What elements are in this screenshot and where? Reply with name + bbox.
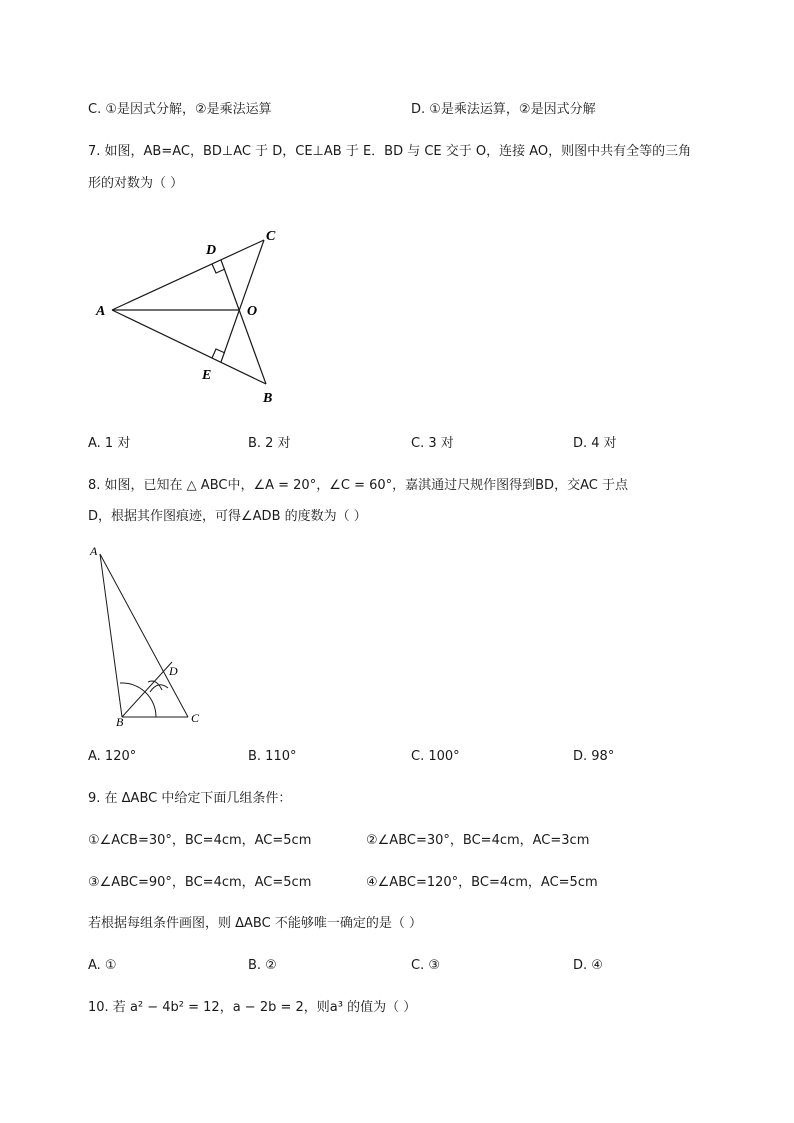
q9-ask: 若根据每组条件画图，则 ΔABC 不能够唯一确定的是（ ）: [88, 916, 422, 931]
q8-option-d[interactable]: D. 98°: [573, 749, 615, 764]
q6-option-c: C. ①是因式分解，②是乘法运算: [88, 102, 272, 117]
segment-ce: [221, 240, 264, 362]
q9-condition-3: ③∠ABC=90°，BC=4cm，AC=5cm: [88, 875, 312, 890]
label-d: D: [169, 664, 178, 678]
label-d: D: [206, 243, 217, 258]
q8-stem-line2: D，根据其作图痕迹，可得∠ADB 的度数为（ ）: [88, 509, 367, 524]
q8-figure: [86, 542, 216, 732]
label-o: O: [247, 304, 258, 319]
segment-bd: [122, 662, 172, 717]
label-c: C: [191, 711, 200, 725]
q7-option-a[interactable]: A. 1 对: [88, 436, 131, 451]
label-e: E: [202, 368, 212, 383]
q8-option-a[interactable]: A. 120°: [88, 749, 137, 764]
q10-stem: 10. 若 a² − 4b² = 12，a − 2b = 2，则a³ 的值为（ ）: [88, 1000, 417, 1015]
q8-option-b[interactable]: B. 110°: [248, 749, 297, 764]
q6-option-d: D. ①是乘法运算，②是因式分解: [411, 102, 596, 117]
label-b: B: [116, 715, 124, 729]
q7-option-b[interactable]: B. 2 对: [248, 436, 291, 451]
q9-option-b[interactable]: B. ②: [248, 958, 277, 973]
q7-option-d[interactable]: D. 4 对: [573, 436, 617, 451]
q8-stem-line1: 8. 如图，已知在 △ ABC中，∠A = 20°，∠C = 60°，嘉淇通过尺规作图得到BD，交AC 于点: [88, 478, 628, 493]
q7-stem-line2: 形的对数为（ ）: [88, 176, 184, 191]
q9-condition-1: ①∠ACB=30°，BC=4cm，AC=5cm: [88, 833, 312, 848]
q9-option-d[interactable]: D. ④: [573, 958, 603, 973]
q7-option-c[interactable]: C. 3 对: [411, 436, 454, 451]
label-a: A: [96, 304, 106, 319]
segment-ab: [100, 554, 122, 717]
label-b: B: [263, 391, 273, 406]
segment-ac: [112, 240, 264, 310]
q9-condition-4: ④∠ABC=120°，BC=4cm，AC=5cm: [366, 875, 598, 890]
q7-stem-line1: 7. 如图，AB=AC，BD⊥AC 于 D，CE⊥AB 于 E．BD 与 CE 交于 O，连接 AO，则图中共有全等的三角: [88, 144, 692, 159]
label-c: C: [266, 229, 276, 244]
q9-stem: 9. 在 ΔABC 中给定下面几组条件：: [88, 791, 292, 806]
q9-option-c[interactable]: C. ③: [411, 958, 440, 973]
q8-option-c[interactable]: C. 100°: [411, 749, 460, 764]
q9-condition-2: ②∠ABC=30°，BC=4cm，AC=3cm: [366, 833, 590, 848]
label-a: A: [90, 544, 98, 558]
q7-figure: [90, 222, 290, 408]
q9-option-a[interactable]: A. ①: [88, 958, 117, 973]
